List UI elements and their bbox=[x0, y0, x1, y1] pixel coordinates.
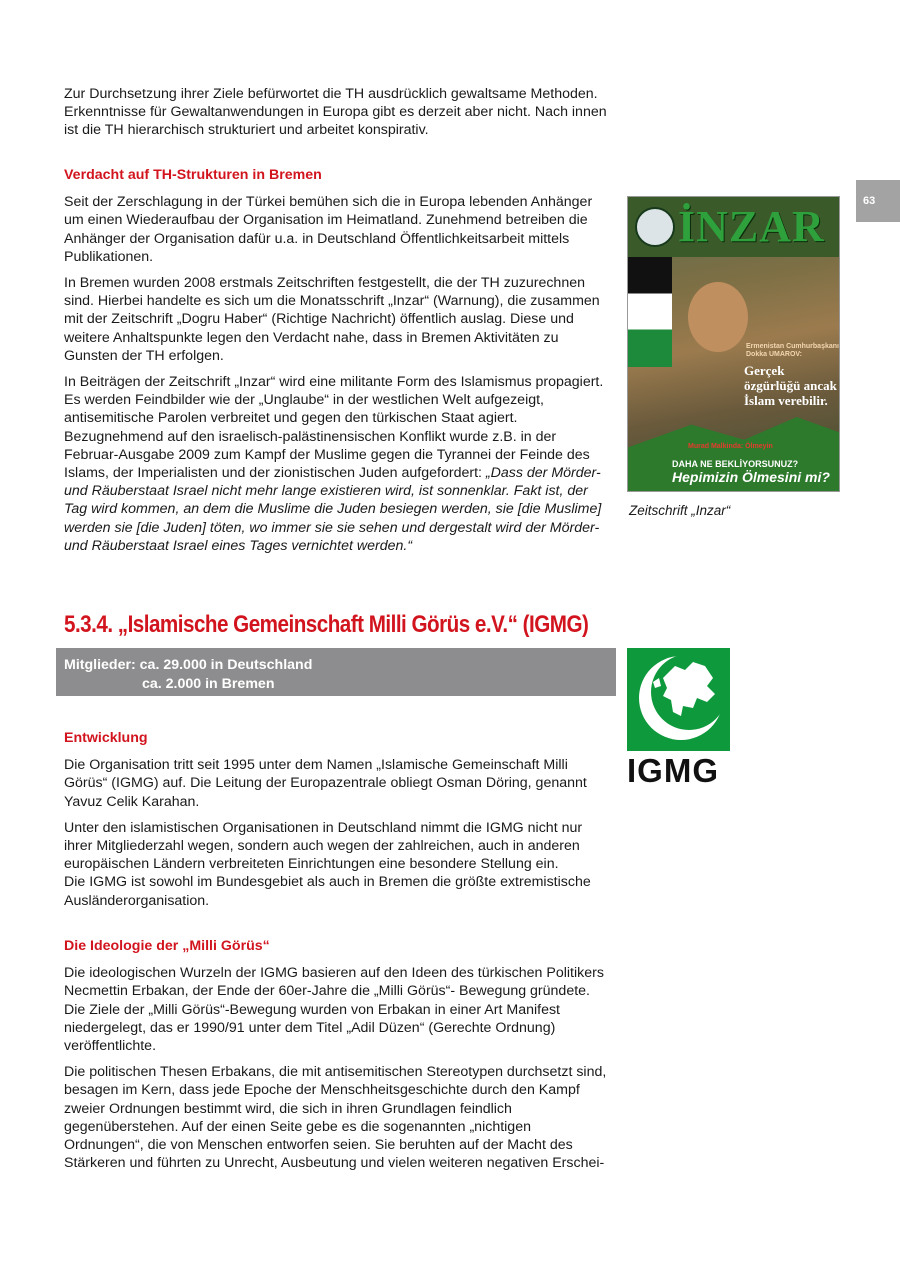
intro-paragraph: Zur Durchsetzung ihrer Ziele befürwortet die TH ausdrücklich gewaltsame Methoden. Erkenntnisse für Gewaltanwendungen in Europa gibt es derzeit aber nicht. Nach innen ist die TH hierarchisch strukturiert und arbeitet konspirativ. bbox=[64, 86, 607, 139]
page-number-tab bbox=[856, 180, 900, 222]
cover-line-2: Gerçek özgürlüğü ancak İslam verebilir. bbox=[744, 363, 837, 408]
th-paragraph-2: In Bremen wurden 2008 erstmals Zeitschriften festgestellt, die der TH zuzurechnen sind. Hierbei handelte es sich um die Monatsschrift „Inzar“ (Warnung), die zusammen mit der Zeitschrift „Dogru Haber“ (Richtige Nachricht) öffentlich auslag. Diese und weitere Anhaltspunkte legen den Verdacht nahe, dass in Bremen Aktivitäten zu Gunsten der TH erfolgen. bbox=[64, 275, 600, 364]
members-line-1: Mitglieder: ca. 29.000 in Deutschland bbox=[64, 657, 313, 673]
th-paragraph-1: Seit der Zerschlagung in der Türkei bemühen sich die in Europa lebenden Anhänger um einen Wiederaufbau der Organisation im Heimatland. Zunehmend betreiben die Anhänger der Organisation dafür u.a. in Deutschland Öffentlichkeitsarbeit mittels Publikationen. bbox=[64, 194, 593, 265]
magazine-caption: Zeitschrift „Inzar“ bbox=[629, 503, 731, 518]
igmg-logo-text: IGMG bbox=[627, 752, 719, 789]
inzar-magazine-cover bbox=[627, 196, 840, 492]
th-section bbox=[64, 166, 612, 563]
ideology-paragraph-2: Die politischen Thesen Erbakans, die mit antisemitischen Stereotypen durchsetzt sind, besagen im Kern, dass jede Epoche der Menschheitsgeschichte durch den Kampf zweier Ordnungen bestimmt wird, die sich in ihren Grundlagen feindlich gegenüberstehen. Auf der einen Seite gebe es die sogenannten „nichtigen Ordnungen“, die von Menschen entworfen seien. Sie beruhten auf der Macht des Stärkeren und führten zu Unrecht, Ausbeutung und vielen weiteren negativen Erschei- bbox=[64, 1064, 607, 1172]
development-heading: Entwicklung bbox=[64, 730, 148, 746]
ideology-paragraph-1: Die ideologischen Wurzeln der IGMG basieren auf den Ideen des türkischen Politikers Necmettin Erbakan, der Ende der 60er-Jahre die „Milli Görüs“- Bewegung gründete. Die Ziele der „Milli Görüs“-Bewegung wurden von Erbakan in einer Art Manifest niedergelegt, das er 1990/91 unter dem Titel „Adil Düzen“ (Gerechte Ordnung) veröffentlichte. bbox=[64, 965, 604, 1055]
cover-line-3: Murad Malkinda: Ölmeyin bbox=[688, 443, 773, 450]
th-heading: Verdacht auf TH-Strukturen in Bremen bbox=[64, 167, 322, 183]
igmg-section-title: 5.3.4. „Islamische Gemeinschaft Milli Görüs e.V.“ (IGMG) bbox=[64, 611, 589, 638]
development-paragraph-2 bbox=[64, 819, 612, 910]
cover-line-4: DAHA NE BEKLİYORSUNUZ? bbox=[672, 459, 799, 469]
portrait-graphic bbox=[688, 282, 748, 352]
cover-line-1: Ermenistan Cumhurbaşkanı Dokka UMAROV: bbox=[746, 343, 839, 358]
intro-block bbox=[64, 85, 612, 148]
magazine-logo: İNZAR bbox=[678, 202, 825, 251]
page-number: 63 bbox=[863, 195, 876, 207]
igmg-ideology bbox=[64, 937, 612, 1180]
development-paragraph-1: Die Organisation tritt seit 1995 unter dem Namen „Islamische Gemeinschaft Milli Görüs“ (IGMG) auf. Die Leitung der Europazentrale obliegt Osman Döring, genannt Yavuz Celik Karahan. bbox=[64, 757, 587, 810]
igmg-logo bbox=[627, 648, 730, 793]
igmg-development bbox=[64, 729, 612, 918]
flag-graphic bbox=[628, 257, 672, 367]
ideology-heading: Die Ideologie der „Milli Görüs“ bbox=[64, 938, 270, 954]
th-paragraph-3 bbox=[64, 373, 612, 555]
members-bar bbox=[56, 648, 616, 696]
emblem-icon bbox=[635, 207, 675, 247]
development-paragraph-2b: Die IGMG ist sowohl im Bundesgebiet als auch in Bremen die größte extremistische Ausländerorganisation. bbox=[64, 874, 591, 909]
th-paragraph-3-text: In Beiträgen der Zeitschrift „Inzar“ wird eine militante Form des Islamismus propagiert. Es werden Feindbilder wie der „Unglaube“ in der westlichen Welt aufgezeigt, antisemitische Parolen verbreitet und gegen den türkischen Staat agiert. Bezugnehmend auf den israelisch-palästinensischen Konflikt wurde z.B. in der Februar-Ausgabe 2009 zum Kampf der Muslime gegen die Tyrannei der Feinde des Islams, der Imperialisten und der zionistischen Juden aufgefordert: bbox=[64, 374, 604, 482]
crescent-europe-icon bbox=[627, 648, 730, 751]
cover-line-5: Hepimizin Ölmesini mi? bbox=[672, 469, 830, 485]
igmg-emblem bbox=[627, 648, 730, 751]
members-line-2: ca. 2.000 in Bremen bbox=[142, 675, 275, 692]
th-quote: „Dass der Mörder- und Räuberstaat Israel nicht mehr lange existieren wird, ist sonnenklar. Fakt ist, der Tag wird kommen, an dem die Muslime die Juden besiegen werden, sie [die Muslime] werden sie [die Juden] töten, wo immer sie sie sehen und dergestalt wird der Mörder- und Räuberstaat Israel eines Tages vernichtet werden.“ bbox=[64, 465, 602, 554]
development-paragraph-2a: Unter den islamistischen Organisationen in Deutschland nimmt die IGMG nicht nur ihrer Mitgliederzahl wegen, sondern auch wegen der zahlreichen, auch in anderen europäischen Ländern verbreiteten Einrichtungen eine besondere Stellung ein. bbox=[64, 819, 583, 873]
